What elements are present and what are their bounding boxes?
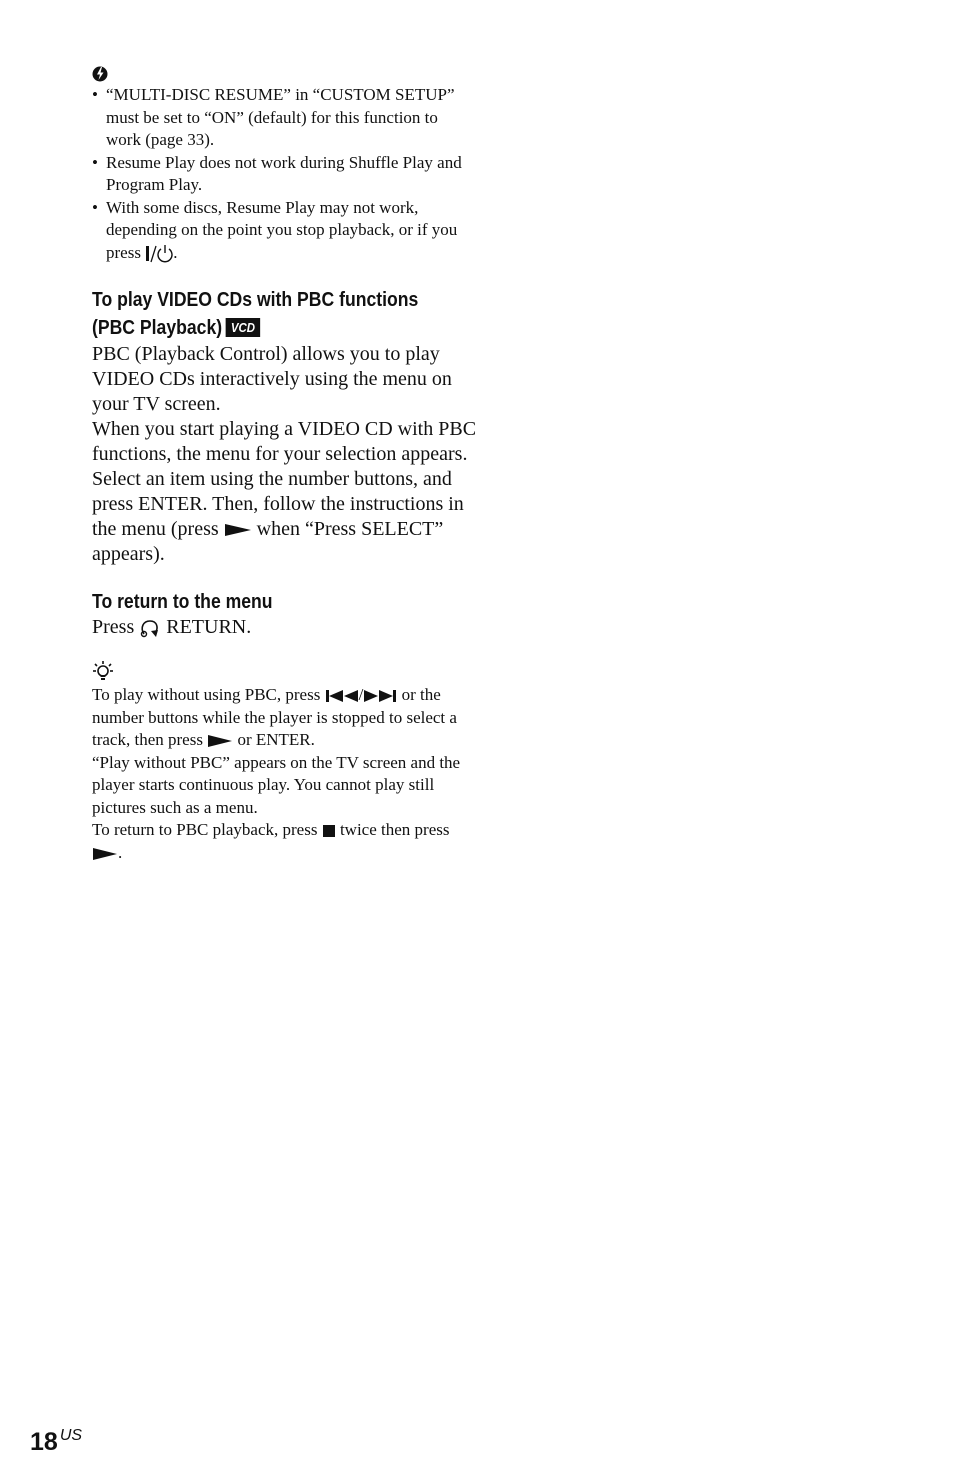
return-icon [139,618,161,638]
return-menu-heading: To return to the menu [92,591,273,613]
notes-list [92,84,477,264]
power-icon [145,245,173,263]
play-icon [224,522,252,538]
note-item: • Resume Play does not work during Shuffle Play and Program Play. [92,152,477,197]
tip-icon [92,660,114,682]
play-icon [207,734,233,748]
note-icon [92,64,110,82]
pbc-paragraph: Select an item using the number buttons, and press ENTER. Then, follow the instructions in the menu (press when “Press SELECT” appears). [92,468,464,565]
vcd-badge: VCD [226,318,261,337]
note-item: • With some discs, Resume Play may not work, depending on the point you stop playback, or if you press . [92,197,477,265]
page-suffix: US [59,1427,83,1444]
pbc-paragraph: PBC (Playback Control) allows you to play VIDEO CDs interactively using the menu on your TV screen. [92,343,452,415]
tip-text [92,684,477,864]
page-content [92,64,477,864]
play-icon [92,847,118,861]
pbc-heading: To play VIDEO CDs with PBC functions (PBC Playback) VCD [92,289,419,339]
tip-paragraph: To play without using PBC, press / or the number buttons while the player is stopped to select a track, then press or ENTER. [92,685,457,749]
stop-icon [322,824,336,838]
tip-paragraph: To return to PBC playback, press twice then press . [92,820,450,862]
tip-paragraph: “Play without PBC” appears on the TV screen and the player starts continuous play. You cannot play still pictures such as a menu. [92,752,461,817]
return-menu-text: Press RETURN. [92,616,252,638]
note-item: • “MULTI-DISC RESUME” in “CUSTOM SETUP” must be set to “ON” (default) for this function to work (page 33). [92,84,477,152]
page-number: 18 $^{US}$ [30,1427,83,1456]
pbc-body [92,342,477,567]
pbc-paragraph: When you start playing a VIDEO CD with PBC functions, the menu for your selection appears. [92,418,477,465]
next-icon [363,689,397,703]
previous-icon [325,689,359,703]
